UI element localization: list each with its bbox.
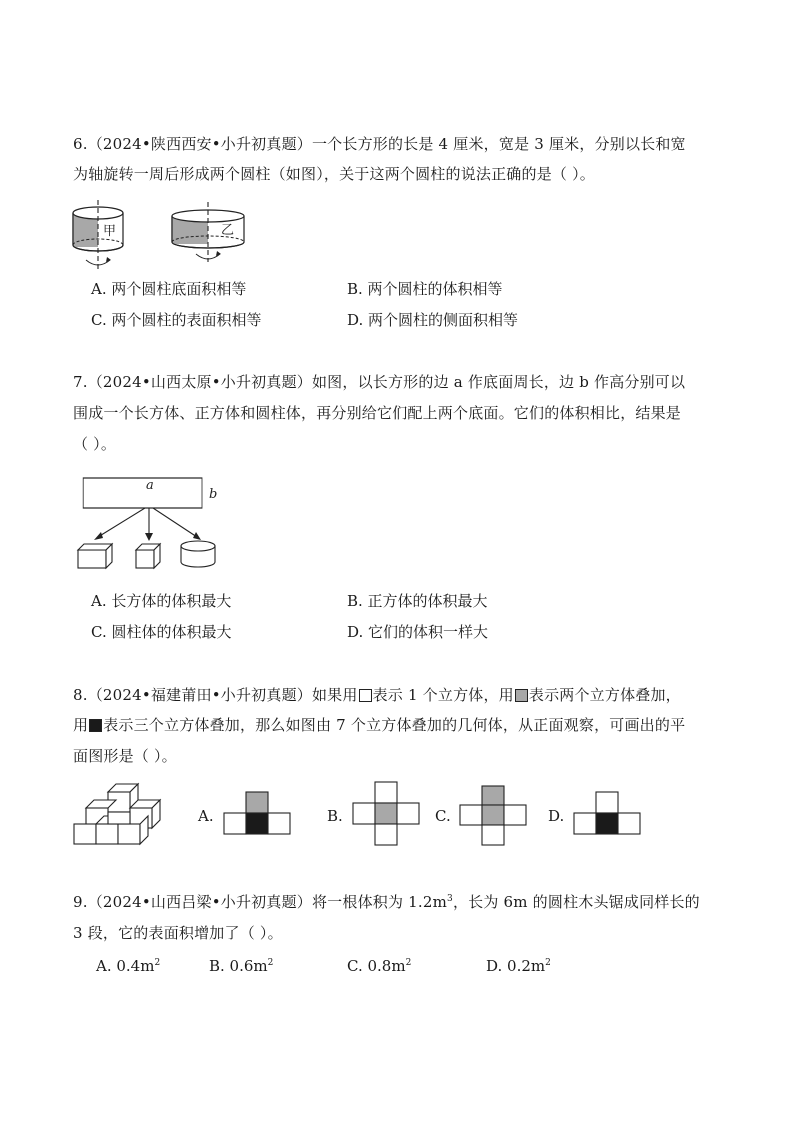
q6-cylinders-figure	[60, 198, 280, 278]
q8-option-d-label[interactable]: D.	[548, 807, 565, 825]
q8-option-b-label[interactable]: B.	[327, 807, 343, 825]
q9-text-line1	[73, 892, 700, 912]
q6-option-b[interactable]: B. 两个圆柱的体积相等	[347, 280, 503, 298]
q7-text-line3: （ ）。	[73, 435, 117, 453]
cylinder-shape	[181, 541, 215, 567]
q7-option-d[interactable]: D. 它们的体积一样大	[347, 623, 489, 641]
q9-text-line1-part2: ，长为 6m 的圆柱木头锯成同样长的	[452, 893, 700, 911]
q8-option-b-figure[interactable]	[353, 782, 421, 848]
cube-shape	[136, 544, 160, 568]
rectangle-ab	[83, 478, 202, 508]
q8-cube-stack-figure	[70, 778, 170, 848]
q9-option-d[interactable]	[486, 956, 551, 976]
q9-option-d-sup: 2	[545, 958, 551, 968]
q8-text-line2-part1: 用	[73, 716, 89, 734]
q9-text-line2: 3 段，它的表面积增加了（ ）。	[73, 924, 283, 942]
cylinder-yi	[172, 202, 244, 262]
q8-text-line2-part2: 表示三个立方体叠加，那么如图由 7 个立方体叠加的几何体，从正面观察，可画出的平	[103, 716, 686, 734]
q8-option-a-figure[interactable]	[224, 792, 292, 836]
q9-option-c-sup: 2	[405, 958, 412, 968]
q7-rectangle-figure	[70, 470, 230, 575]
label-b: b	[209, 487, 218, 502]
q9-option-b[interactable]	[209, 956, 273, 976]
q9-option-a-text: A. 0.4m	[96, 957, 155, 975]
q8-text-line1-part2: 表示 1 个立方体，用	[372, 686, 514, 704]
q9-option-d-text: D. 0.2m	[486, 957, 546, 975]
cuboid-shape	[78, 544, 112, 568]
label-jia: 甲	[103, 224, 117, 239]
q8-option-a-label[interactable]: A.	[198, 807, 214, 825]
q8-text-line1-part1: 8.（2024•福建莆田•小升初真题）如果用	[73, 686, 358, 704]
q9-option-a-sup: 2	[154, 958, 161, 968]
q9-text-line1-part1: 9.（2024•山西吕梁•小升初真题）将一根体积为 1.2m	[73, 893, 448, 911]
q9-option-c-text: C. 0.8m	[347, 957, 406, 975]
q6-text-line1: 6.（2024•陕西西安•小升初真题）一个长方形的长是 4 厘米，宽是 3 厘米，分别以长和宽	[73, 135, 686, 153]
q6-option-a[interactable]: A. 两个圆柱底面积相等	[91, 280, 247, 298]
q9-option-b-text: B. 0.6m	[209, 957, 268, 975]
q7-option-c[interactable]: C. 圆柱体的体积最大	[91, 623, 232, 641]
cylinder-jia	[73, 200, 123, 270]
q7-option-b[interactable]: B. 正方体的体积最大	[347, 592, 488, 610]
q8-text-line1-part3: 表示两个立方体叠加，	[528, 686, 681, 704]
q6-text-line2: 为轴旋转一周后形成两个圆柱（如图），关于这两个圆柱的说法正确的是（ ）。	[73, 165, 595, 183]
black-square-icon	[89, 719, 102, 732]
q9-option-b-sup: 2	[267, 958, 274, 968]
q9-option-a[interactable]	[96, 956, 160, 976]
q8-text-line1	[73, 685, 681, 705]
q7-option-a[interactable]: A. 长方体的体积最大	[91, 592, 232, 610]
q6-option-d[interactable]: D. 两个圆柱的侧面积相等	[347, 311, 519, 329]
q9-superscript-3: 3	[447, 894, 453, 904]
q8-option-c-label[interactable]: C.	[435, 807, 451, 825]
q6-option-c[interactable]: C. 两个圆柱的表面积相等	[91, 311, 262, 329]
q7-text-line2: 围成一个长方体、正方体和圆柱体，再分别给它们配上两个底面。它们的体积相比，结果是	[73, 404, 682, 422]
q8-text-line2	[73, 715, 685, 735]
gray-square-icon	[515, 689, 528, 702]
label-a: a	[146, 478, 154, 493]
q7-text-line1: 7.（2024•山西太原•小升初真题）如图，以长方形的边 a 作底面周长，边 b 作高分别可以	[73, 373, 686, 391]
label-yi: 乙	[221, 223, 235, 238]
white-square-icon	[359, 689, 372, 702]
q8-option-d-figure[interactable]	[574, 792, 642, 836]
q8-text-line3: 面图形是（ ）。	[73, 747, 177, 765]
q8-option-c-figure[interactable]	[460, 786, 528, 848]
q9-option-c[interactable]	[347, 956, 411, 976]
